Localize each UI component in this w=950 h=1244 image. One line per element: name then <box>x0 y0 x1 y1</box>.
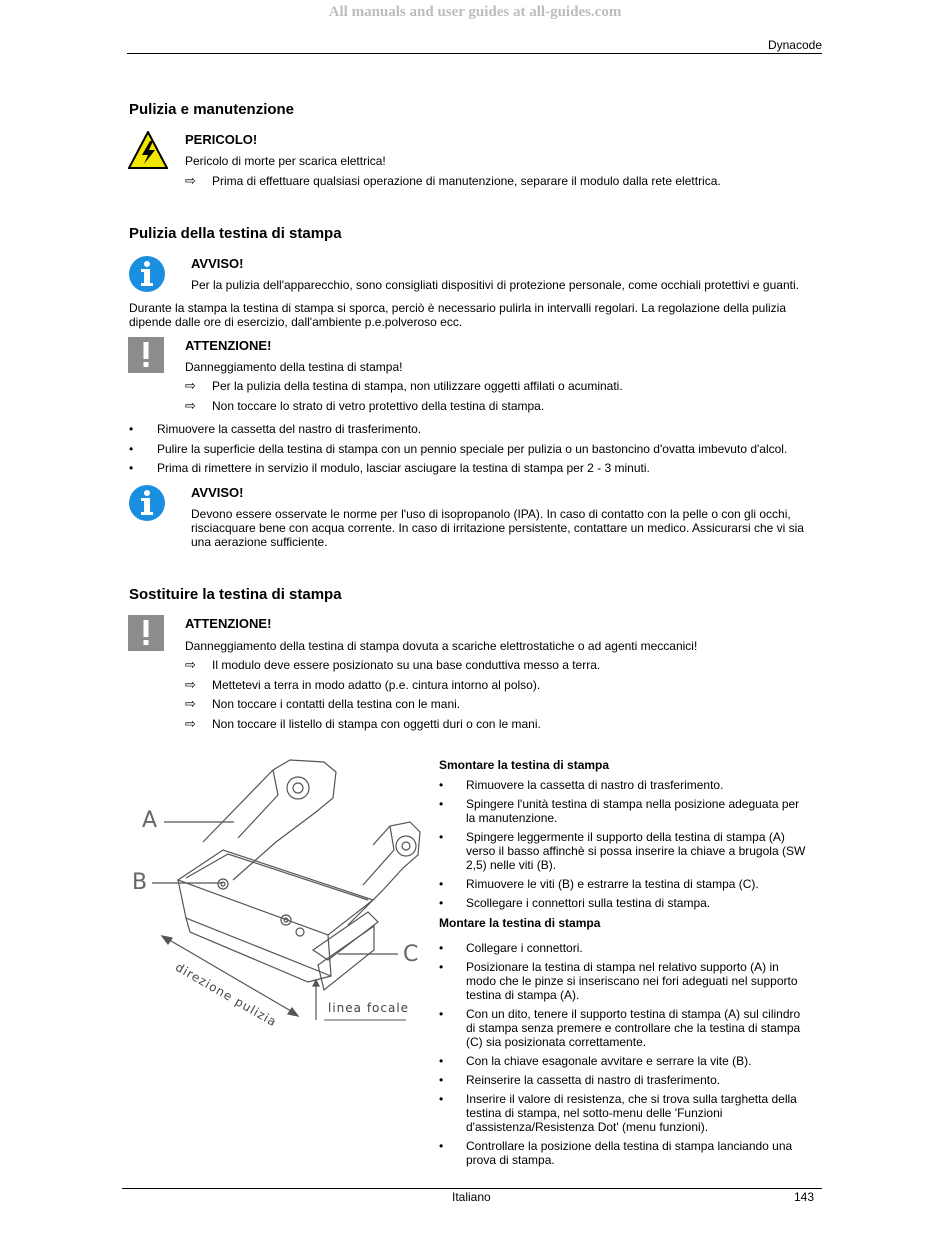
watermark: All manuals and user guides at all-guides.com <box>328 4 622 20</box>
caution-text: Danneggiamento della testina di stampa dovuta a scariche elettrostatiche o ad agenti meccanici! <box>185 639 698 653</box>
step-line: verso il basso affinchè si possa inserire la chiave a brugola (SW <box>466 844 806 858</box>
figure-label-b: B <box>132 870 148 895</box>
danger-item: Prima di effettuare qualsiasi operazione di manutenzione, separare il modulo dalla rete elettrica. <box>212 174 721 188</box>
caution-item: Non toccare i contatti della testina con le mani. <box>212 697 461 711</box>
step-line: Scollegare i connettori sulla testina di stampa. <box>466 896 711 910</box>
bullet-icon: • <box>129 442 134 456</box>
step-line: Collegare i connettori. <box>466 941 583 955</box>
step-line: Rimuovere la cassetta di nastro di trasferimento. <box>466 778 724 792</box>
bullet-icon: • <box>439 1139 444 1153</box>
step-line: Reinserire la cassetta di nastro di trasferimento. <box>466 1073 721 1087</box>
caution-item: Non toccare il listello di stampa con oggetti duri o con le mani. <box>212 717 541 731</box>
step-line: d'assistenza/Resistenza Dot' (menu funzioni). <box>466 1120 709 1134</box>
arrow-icon: ⇨ <box>185 378 196 393</box>
info-icon <box>128 484 166 527</box>
caution-icon <box>128 337 164 378</box>
notice-text: Per la pulizia dell'apparecchio, sono consigliati dispositivi di protezione personale, come occhiali protettivi e guanti. <box>191 278 799 292</box>
section-title-printhead-cleaning: Pulizia della testina di stampa <box>129 225 342 242</box>
danger-label: PERICOLO! <box>185 132 258 147</box>
bullet-icon: • <box>439 830 444 844</box>
arrow-icon: ⇨ <box>185 696 196 711</box>
step-line: di stampa senza premere e controllare che la testina di stampa <box>466 1021 801 1035</box>
caution-icon <box>128 615 164 656</box>
bullet-icon: • <box>439 896 444 910</box>
paragraph-line: dipende dalle ore di esercizio, dall'ambiente p.e.polveroso ecc. <box>129 315 463 329</box>
step-line: Con un dito, tenere il supporto testina di stampa (A) sul cilindro <box>466 1007 801 1021</box>
danger-text: Pericolo di morte per scarica elettrica! <box>185 154 386 168</box>
arrow-icon: ⇨ <box>185 657 196 672</box>
bullet-icon: • <box>439 1092 444 1106</box>
arrow-icon: ⇨ <box>185 173 196 188</box>
notice-line: una aerazione sufficiente. <box>191 535 328 549</box>
printhead-diagram <box>128 750 428 1030</box>
arrow-icon: ⇨ <box>185 677 196 692</box>
footer-rule <box>122 1188 822 1189</box>
caution-text: Danneggiamento della testina di stampa! <box>185 360 403 374</box>
caution-item: Il modulo deve essere posizionato su una base conduttiva messo a terra. <box>212 658 601 672</box>
header-rule <box>127 53 822 54</box>
figure-label-c: C <box>403 942 419 967</box>
bullet-icon: • <box>439 960 444 974</box>
bullet-icon: • <box>439 877 444 891</box>
section-title-replace-printhead: Sostituire la testina di stampa <box>129 586 342 603</box>
step-line: (C) sia posizionata correttamente. <box>466 1035 647 1049</box>
notice-label: AVVISO! <box>191 256 244 271</box>
caution-label: ATTENZIONE! <box>185 338 272 353</box>
section-title-cleaning: Pulizia e manutenzione <box>129 101 295 118</box>
figure-label-a: A <box>142 808 158 833</box>
caution-item: Non toccare lo strato di vetro protettivo della testina di stampa. <box>212 399 545 413</box>
step-line: Con la chiave esagonale avvitare e serrare la vite (B). <box>466 1054 752 1068</box>
list-item: Rimuovere la cassetta del nastro di trasferimento. <box>157 422 422 436</box>
bullet-icon: • <box>439 797 444 811</box>
bullet-icon: • <box>439 1073 444 1087</box>
step-line: Inserire il valore di resistenza, che si trova sulla targhetta della <box>466 1092 797 1106</box>
step-line: testina di stampa, nel sotto-menu delle 'Funzioni <box>466 1106 723 1120</box>
caution-label: ATTENZIONE! <box>185 616 272 631</box>
notice-label: AVVISO! <box>191 485 244 500</box>
step-line: Controllare la posizione della testina di stampa lanciando una <box>466 1139 793 1153</box>
info-icon <box>128 255 166 298</box>
caution-item: Per la pulizia della testina di stampa, non utilizzare oggetti affilati o acuminati. <box>212 379 623 393</box>
arrow-icon: ⇨ <box>185 398 196 413</box>
paragraph-line: Durante la stampa la testina di stampa si sporca, perciò è necessario pulirla in intervalli regolari. La regolazione della pulizia <box>129 301 787 315</box>
list-item: Prima di rimettere in servizio il modulo, lasciar asciugare la testina di stampa per 2 - 3 minuti. <box>157 461 650 475</box>
bullet-icon: • <box>439 1007 444 1021</box>
direction-label: direzione pulizia <box>173 960 280 1030</box>
step-line: Spingere leggermente il supporto della testina di stampa (A) <box>466 830 785 844</box>
bullet-icon: • <box>129 461 134 475</box>
step-line: Spingere l'unità testina di stampa nella posizione adeguata per <box>466 797 800 811</box>
step-line: la manutenzione. <box>466 811 558 825</box>
list-item: Pulire la superficie della testina di stampa con un pennio speciale per pulizia o un bastoncino d'ovatta imbevuto d'alcol. <box>157 442 788 456</box>
step-line: prova di stampa. <box>466 1153 555 1167</box>
notice-line: risciacquare bene con acqua corrente. In caso di irritazione persistente, contattare un medico. Assicurarsi che vi sia <box>191 521 804 535</box>
bullet-icon: • <box>439 941 444 955</box>
caution-item: Mettetevi a terra in modo adatto (p.e. cintura intorno al polso). <box>212 678 541 692</box>
step-line: Posizionare la testina di stampa nel relativo supporto (A) in <box>466 960 779 974</box>
page-number: 143 <box>794 1190 815 1204</box>
bullet-icon: • <box>129 422 134 436</box>
bullet-icon: • <box>439 1054 444 1068</box>
header-brand: Dynacode <box>767 38 822 52</box>
remove-title: Smontare la testina di stampa <box>439 758 610 772</box>
arrow-icon: ⇨ <box>185 716 196 731</box>
footer-language: Italiano <box>452 1190 491 1204</box>
mount-title: Montare la testina di stampa <box>439 916 601 930</box>
step-line: testina di stampa (A). <box>466 988 580 1002</box>
focal-line-label: linea focale <box>328 1001 410 1015</box>
step-line: modo che le pinze si inseriscano nei fori adeguati nel supporto <box>466 974 798 988</box>
step-line: 2,5) nelle viti (B). <box>466 858 557 872</box>
warning-electric-icon <box>128 131 168 174</box>
bullet-icon: • <box>439 778 444 792</box>
notice-line: Devono essere osservate le norme per l'uso di isopropanolo (IPA). In caso di contatto con la pelle o con gli occhi, <box>191 507 791 521</box>
step-line: Rimuovere le viti (B) e estrarre la testina di stampa (C). <box>466 877 759 891</box>
